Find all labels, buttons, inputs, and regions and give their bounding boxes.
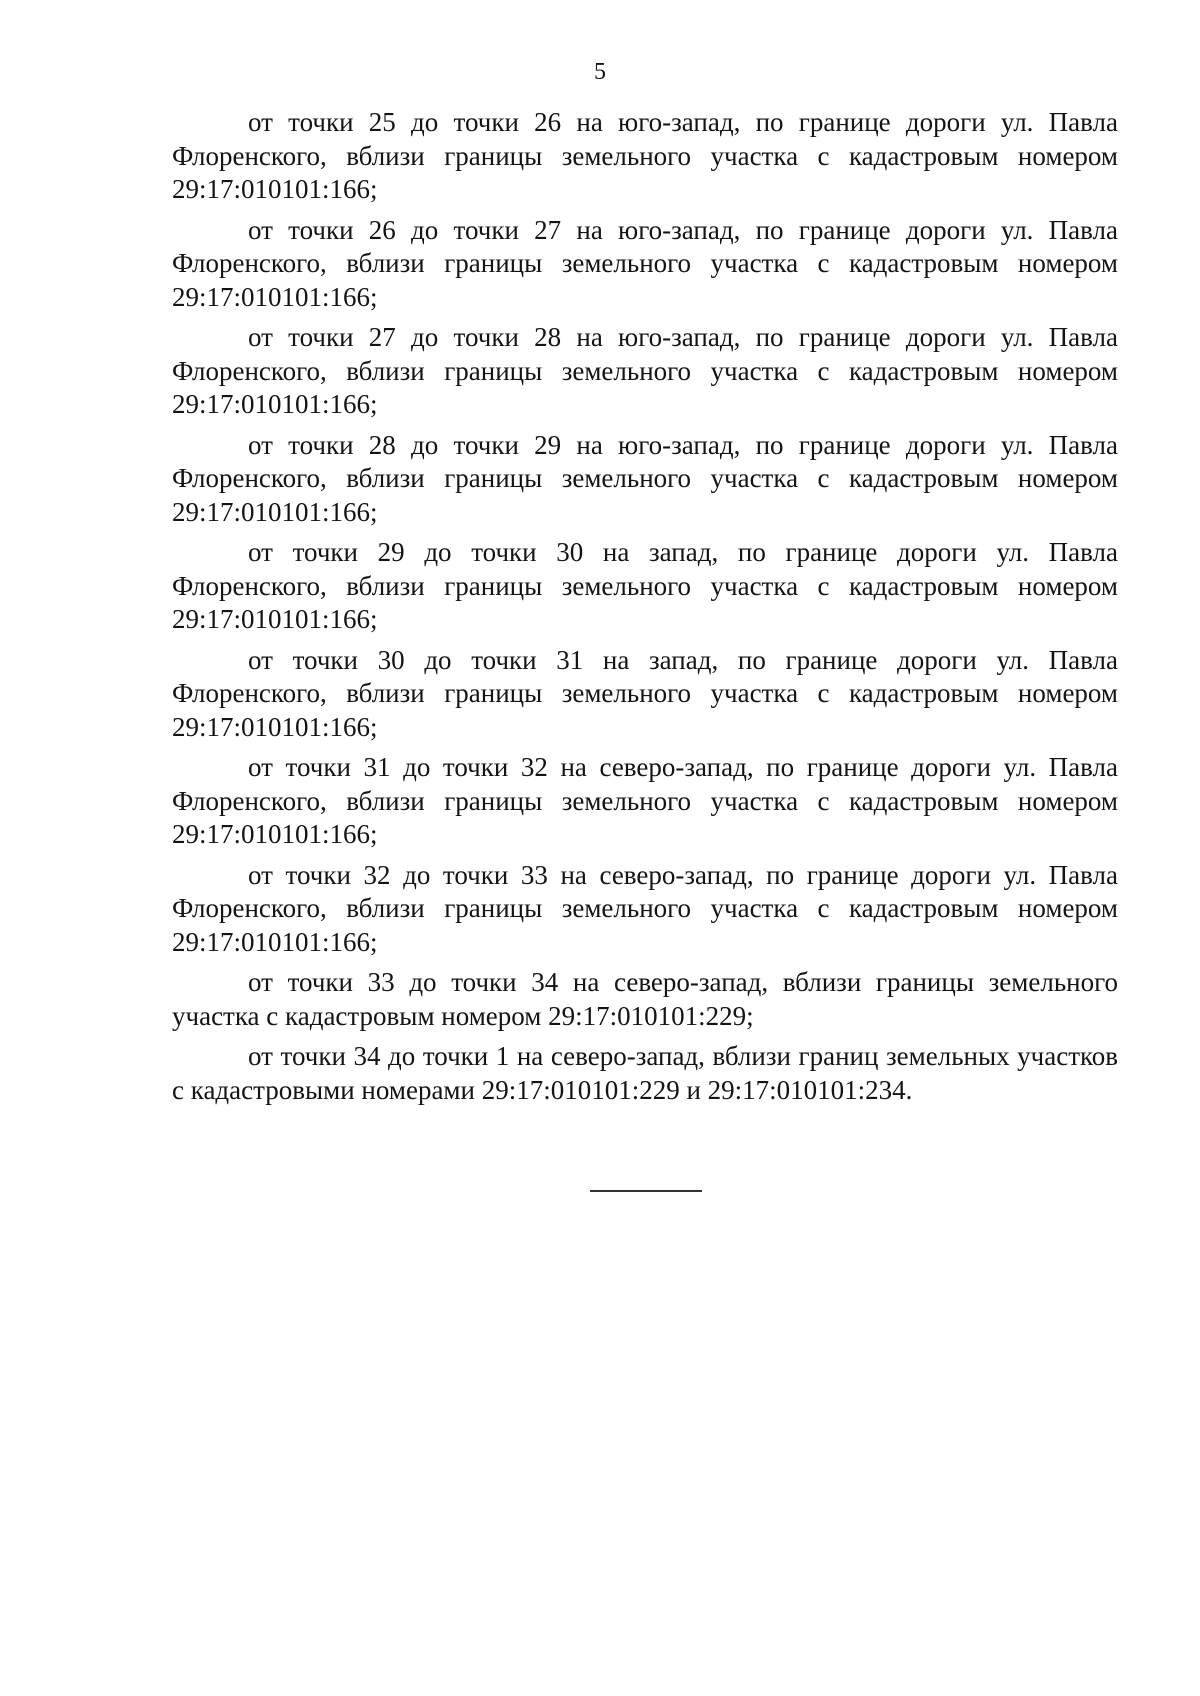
boundary-segment-paragraph: от точки 27 до точки 28 на юго-запад, по границе дороги ул. Павла Флоренского, вблизи границы земельного участка с кадастровым номером 29:17:010101:166; xyxy=(172,322,1118,419)
boundary-segment-paragraph: от точки 28 до точки 29 на юго-запад, по границе дороги ул. Павла Флоренского, вблизи границы земельного участка с кадастровым номером 29:17:010101:166; xyxy=(172,429,1118,527)
boundary-segment-paragraph: от точки 32 до точки 33 на северо-запад, по границе дороги ул. Павла Флоренского, вблизи границы земельного участка с кадастровым номером 29:17:010101:166; xyxy=(172,859,1118,957)
boundary-segment-paragraph: от точки 30 до точки 31 на запад, по границе дороги ул. Павла Флоренского, вблизи границы земельного участка с кадастровым номером 29:17:010101:166; xyxy=(172,644,1118,742)
boundary-segment-paragraph: от точки 34 до точки 1 на северо-запад, вблизи границ земельных участков с кадастровыми номерами 29:17:010101:229 и 29:17:010101:234. xyxy=(172,1041,1118,1105)
page-number: 5 xyxy=(594,59,606,85)
boundary-segment-paragraph: от точки 33 до точки 34 на северо-запад, вблизи границы земельного участка с кадастровым номером 29:17:010101:229; xyxy=(172,967,1118,1031)
boundary-segment-paragraph: от точки 31 до точки 32 на северо-запад, по границе дороги ул. Павла Флоренского, вблизи границы земельного участка с кадастровым номером 29:17:010101:166; xyxy=(172,752,1118,849)
document-body xyxy=(172,106,1118,1107)
end-of-document-rule xyxy=(590,1190,702,1192)
boundary-segment-paragraph: от точки 26 до точки 27 на юго-запад, по границе дороги ул. Павла Флоренского, вблизи границы земельного участка с кадастровым номером 29:17:010101:166; xyxy=(172,214,1118,312)
boundary-segment-paragraph: от точки 29 до точки 30 на запад, по границе дороги ул. Павла Флоренского, вблизи границы земельного участка с кадастровым номером 29:17:010101:166; xyxy=(172,537,1118,634)
boundary-segment-paragraph: от точки 25 до точки 26 на юго-запад, по границе дороги ул. Павла Флоренского, вблизи границы земельного участка с кадастровым номером 29:17:010101:166; xyxy=(172,107,1118,204)
